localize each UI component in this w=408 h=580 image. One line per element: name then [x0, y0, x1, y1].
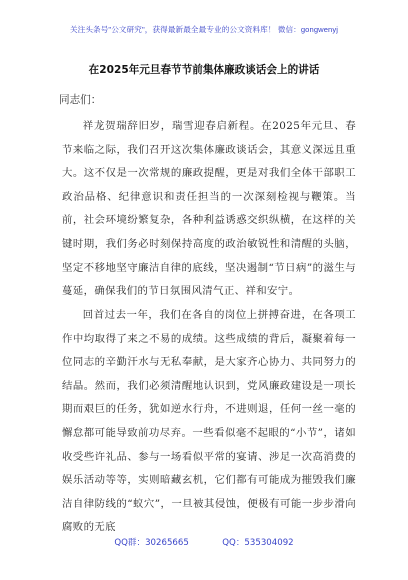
footer-qq: QQ：535304092 — [222, 538, 294, 548]
header-banner: 关注头条号"公文研究"，获得最新最全最专业的公文资料库！ 微信：gongwenyj — [69, 25, 339, 34]
footer-qq-group: QQ群：30265665 — [114, 538, 189, 548]
salutation: 同志们： — [59, 94, 102, 106]
page-title: 在2025年元旦春节节前集体廉政谈话会上的讲话 — [88, 64, 320, 76]
paragraph-1: 祥龙贺瑞辞旧岁，瑞雪迎春启新程。在2025年元旦、春节来临之际，我们召开这次集体廉政谈话会，其意义深远且重大。这不仅是一次常规的廉政提醒，更是对我们全体干部职工政治品格、纪律意识和责任担当的一次深刻检视与鞭策。当前，社会环境纷繁复杂，各种利益诱惑交织纵横，在这样的关键时期，我们务必时刻保持高度的政治敏锐性和清醒的头脑，坚定不移地坚守廉洁自律的底线，坚决遏制“节日病”的滋生与蔓延，确保我们的节日氛围风清气正、祥和安宁。 — [62, 120, 356, 298]
paragraph-2: 回首过去一年，我们在各自的岗位上拼搏奋进，在各项工作中均取得了来之不易的成绩。这些成绩的背后，凝聚着每一位同志的辛勤汗水与无私奉献，是大家齐心协力、共同努力的结晶。然而，我们必须清醒地认识到，党风廉政建设是一项长期而艰巨的任务，犹如逆水行舟，不进则退，任何一丝一毫的懈怠都可能导致前功尽弃。一些看似毫不起眼的“小节”，诸如收受些许礼品、参与一场看似平常的宴请、涉足一次高消费的娱乐活动等等，实则暗藏玄机，它们都有可能成为摧毁我们廉洁自律防线的“蚁穴”，一旦被其侵蚀，便极有可能一步步滑向腐败的无底 — [62, 309, 356, 534]
footer-contacts — [0, 536, 408, 548]
